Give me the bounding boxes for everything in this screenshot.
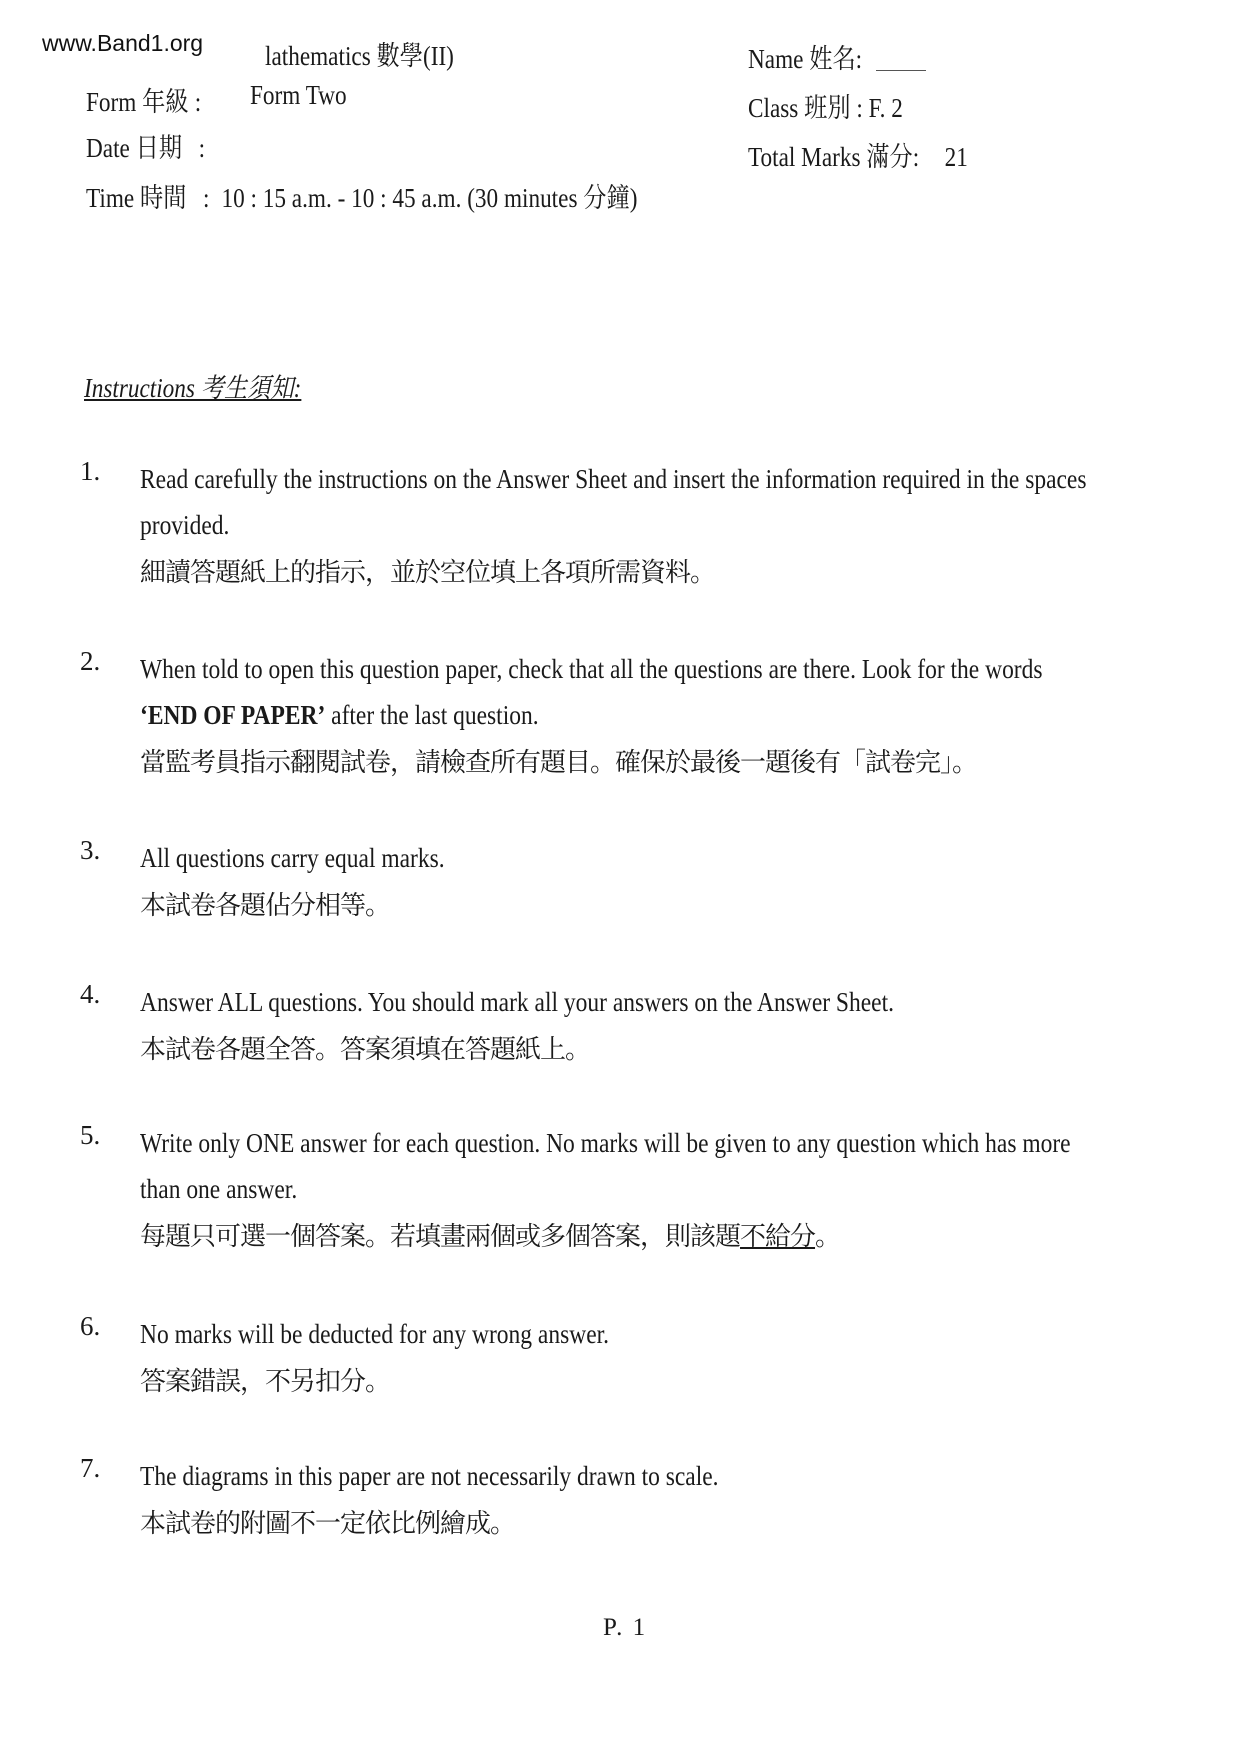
item-number: 6. — [80, 1311, 101, 1341]
total-marks-value: 21 — [944, 142, 968, 172]
item-text-zh: 當監考員指示翻閱試卷，請檢查所有題目。確保於最後一題後有「試卷完」。 — [140, 748, 978, 777]
item-text-zh: 本試卷各題全答。答案須填在答題紙上。 — [140, 1035, 591, 1064]
time-label: Time 時間 — [86, 183, 187, 213]
total-marks-label: Total Marks 滿分: — [748, 142, 920, 172]
item-number: 1. — [80, 456, 101, 486]
item-number: 4. — [80, 979, 101, 1009]
item-text-zh: 本試卷的附圖不一定依比例繪成。 — [140, 1509, 516, 1538]
form-value: Form Two — [250, 80, 347, 110]
item-text-en: No marks will be deducted for any wrong answer. — [140, 1319, 610, 1349]
date-label: Date 日期 — [86, 133, 183, 163]
item-text-en-rest: after the last question. — [325, 700, 539, 730]
class-row — [748, 86, 903, 125]
item-number: 7. — [80, 1453, 101, 1483]
no-marks-emphasis: 不給分 — [740, 1222, 816, 1251]
date-row: Date 日期 : — [86, 133, 206, 163]
item-text-en-cont — [140, 692, 1228, 738]
item-text-zh — [140, 1214, 1230, 1260]
total-marks-row — [748, 135, 968, 174]
item-text-en: When told to open this question paper, check that all the questions are there. Look for the words — [140, 654, 1043, 684]
class-label: Class 班別 : — [748, 93, 863, 123]
class-value: F. 2 — [868, 93, 903, 123]
name-line — [876, 70, 926, 71]
item-text-zh: 本試卷各題佔分相等。 — [140, 891, 391, 920]
item-number: 2. — [80, 646, 101, 676]
item-text-en-cont: provided. — [140, 510, 230, 540]
end-of-paper-term: ‘END OF PAPER’ — [140, 700, 326, 730]
instructions-heading: Instructions 考生須知: — [84, 373, 302, 403]
subject-title: lathematics 數學(II) — [265, 41, 454, 71]
item-number: 3. — [80, 835, 101, 865]
item-text-en-cont: than one answer. — [140, 1174, 298, 1204]
form-label: Form 年級 — [86, 87, 189, 117]
watermark: www.Band1.org — [42, 30, 204, 56]
item-text-zh: 答案錯誤，不另扣分。 — [140, 1367, 391, 1396]
item-text-zh: 細讀答題紙上的指示，並於空位填上各項所需資料。 — [140, 558, 716, 587]
item-text-zh-post: 。 — [815, 1222, 841, 1251]
form-row: Form 年級 : — [86, 87, 202, 117]
item-text-zh-pre: 每題只可選一個答案。若填畫兩個或多個答案，則該題 — [140, 1222, 741, 1251]
page-number: P. 1 — [603, 1614, 648, 1641]
time-value: 10 : 15 a.m. - 10 : 45 a.m. (30 minutes 分鐘) — [221, 183, 638, 213]
item-number: 5. — [80, 1120, 101, 1150]
item-text-en: Answer ALL questions. You should mark all your answers on the Answer Sheet. — [140, 987, 895, 1017]
time-row: Time 時間 : 10 : 15 a.m. - 10 : 45 a.m. (30 minutes 分鐘) — [86, 183, 638, 213]
item-text-en: All questions carry equal marks. — [140, 843, 445, 873]
item-text-en: The diagrams in this paper are not necessarily drawn to scale. — [140, 1461, 719, 1491]
name-label: Name 姓名: — [748, 44, 863, 74]
item-text-en: Read carefully the instructions on the Answer Sheet and insert the information required in the spaces — [140, 464, 1087, 494]
item-text-en: Write only ONE answer for each question. No marks will be given to any question which has more — [140, 1128, 1071, 1158]
